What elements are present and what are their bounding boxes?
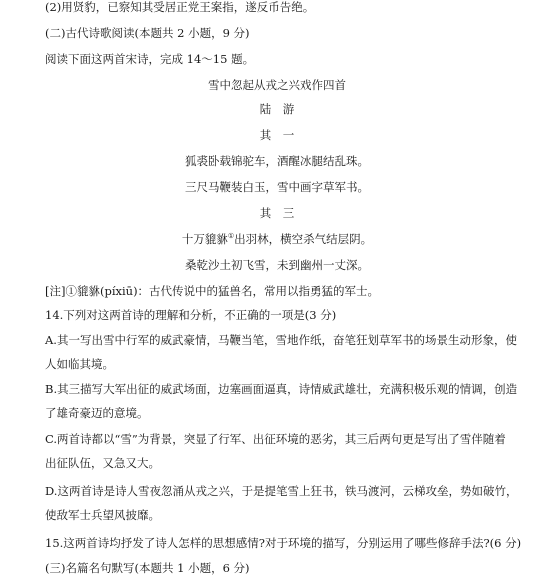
poem-1-heading: 其 一 [259, 128, 295, 142]
poem-3-line-1-end: 出羽林，横空杀气结层阴。 [234, 232, 373, 246]
intro-line: (2)用贤豹，已察知其受居正党王案指，遂反币告绝。 [45, 0, 315, 14]
poem-1-line-2: 三尺马鞭装白玉，雪中画字草军书。 [185, 180, 369, 194]
question-14: 14.下列对这两首诗的理解和分析，不正确的一项是(3 分) [45, 308, 337, 322]
poem-3-line-2: 桑乾沙土初飞雪，未到幽州一丈深。 [185, 258, 369, 272]
option-a-line-2: 人如临其境。 [45, 357, 114, 371]
question-15: 15.这两首诗均抒发了诗人怎样的思想感情?对于环境的描写，分别运用了哪些修辞手法?(6 分) [45, 536, 522, 550]
footnote-marker: ① [227, 232, 235, 241]
poem-3-line-1 [0, 232, 554, 246]
poem-3-line-1-start: 十万貔貅 [181, 232, 228, 246]
poem-title: 雪中忽起从戎之兴戏作四首 [208, 78, 346, 92]
section-3-heading: (三)名篇名句默写(本题共 1 小题，6 分) [45, 561, 250, 575]
footnote: [注]①貔貅(píxiū)：古代传说中的猛兽名，常用以指勇猛的军士。 [45, 284, 380, 298]
poem-1-line-1: 狐裘卧载锦驼车，酒醒冰腿结乱珠。 [185, 154, 369, 168]
option-b-line-1: B.其三描写大军出征的威武场面，边塞画面逼真，诗情威武雄壮，充满积极乐观的情调，创造 [45, 382, 518, 396]
option-b-line-2: 了雄奇豪迈的意境。 [45, 406, 149, 420]
instruction-text: 阅读下面这两首宋诗，完成 14～15 题。 [45, 52, 255, 66]
option-c-line-1: C.两首诗都以“雪”为背景，突显了行军、出征环境的恶劣，其三后两句更是写出了雪伴随着 [45, 432, 506, 446]
poem-author: 陆 游 [259, 102, 295, 116]
option-a-line-1: A.其一写出雪中行军的威武豪情，马鞭当笔，雪地作纸，奋笔狂划草军书的场景生动形象，使 [45, 333, 517, 347]
option-c-line-2: 出征队伍，又急又大。 [45, 456, 160, 470]
poem-3-heading: 其 三 [259, 206, 295, 220]
option-d-line-2: 使敌军士兵望风披靡。 [45, 508, 160, 522]
section-2-heading: (二)古代诗歌阅读(本题共 2 小题，9 分) [45, 26, 250, 40]
option-d-line-1: D.这两首诗是诗人雪夜忽涌从戎之兴，于是提笔雪上狂书，铁马渡河，云梯攻垒，势如破竹， [45, 484, 518, 498]
